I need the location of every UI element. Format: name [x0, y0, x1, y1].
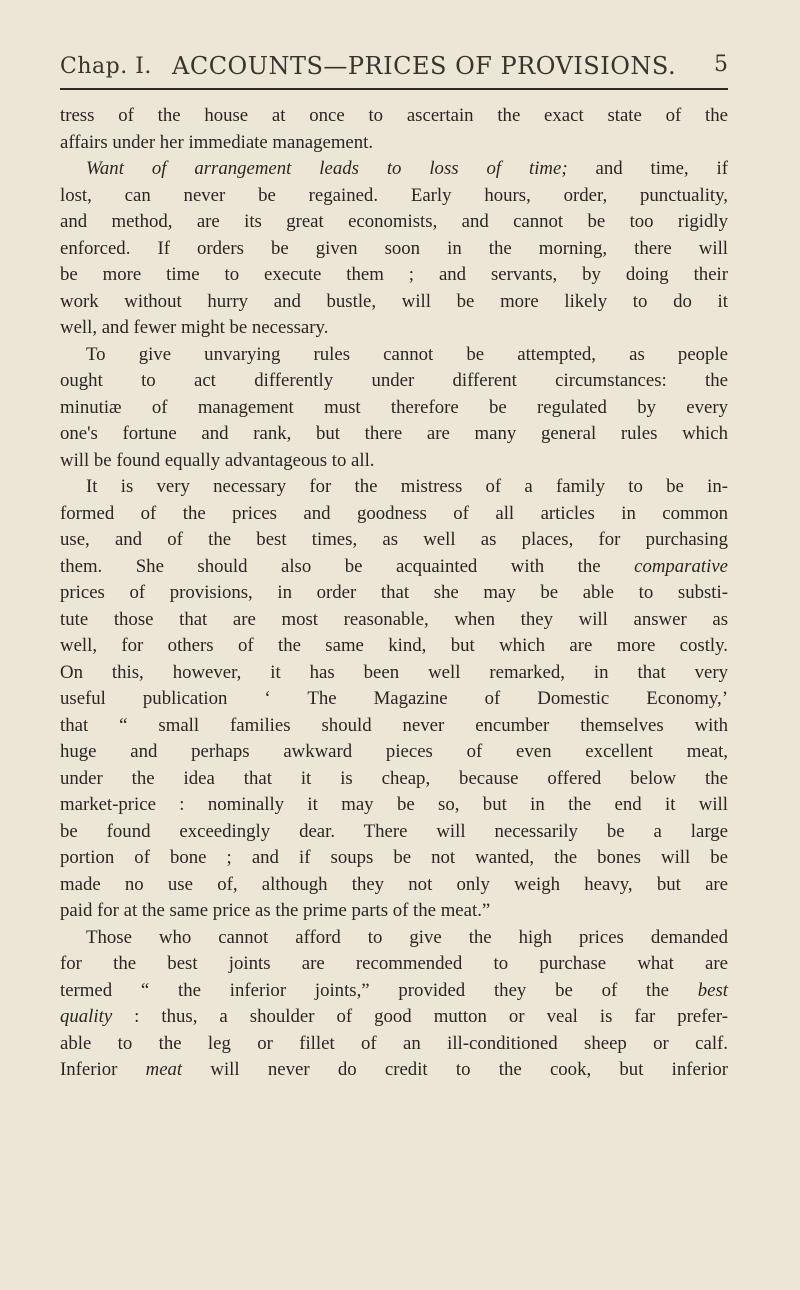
- text-line: [60, 607, 728, 634]
- text-run: for the best joints are recommended to purchase what are: [60, 953, 728, 974]
- text-run: It is very necessary for the mistress of a family to be in-: [86, 476, 728, 497]
- text-line: [60, 845, 728, 872]
- italic-run: quality: [60, 1006, 113, 1027]
- text-line: [60, 898, 728, 925]
- text-line: [60, 130, 728, 157]
- text-line: [60, 395, 728, 422]
- text-line: [60, 633, 728, 660]
- text-line: [60, 236, 728, 263]
- text-run: huge and perhaps awkward pieces of even excellent meat,: [60, 741, 728, 762]
- text-line: [60, 580, 728, 607]
- text-run: lost, can never be regained. Early hours, order, punctuality,: [60, 184, 728, 206]
- text-run: termed “ the inferior joints,” provided they be of the: [60, 979, 698, 1001]
- text-line: [60, 103, 728, 130]
- text-run: be found exceedingly dear. There will necessarily be a large: [60, 820, 728, 842]
- text-run: useful publication ‘ The Magazine of Domestic Economy,’: [60, 688, 728, 709]
- text-run: them. She should also be acquainted with the: [60, 555, 635, 577]
- text-line: [60, 527, 728, 554]
- text-line: [60, 978, 728, 1005]
- text-run: prices of provisions, in order that she may be able to substi-: [60, 582, 728, 603]
- text-line: [60, 289, 728, 316]
- text-run: affairs under her immediate management.: [60, 131, 374, 153]
- text-line: [60, 872, 728, 899]
- text-run: well, and fewer might be necessary.: [60, 317, 329, 338]
- body-text: [60, 103, 728, 1084]
- text-run: will be found equally advantageous to all.: [60, 449, 375, 471]
- text-line: [60, 183, 728, 210]
- text-run: will never do credit to the cook, but inferior: [182, 1059, 728, 1080]
- text-run: market-price : nominally it may be so, but in the end it will: [60, 794, 728, 815]
- text-run: be more time to execute them ; and servants, by doing their: [60, 264, 728, 285]
- text-run: use, and of the best times, as well as places, for purchasing: [60, 529, 728, 550]
- text-line: [60, 766, 728, 793]
- text-run: made no use of, although they not only weigh heavy, but are: [60, 873, 728, 895]
- italic-run: comparative: [634, 555, 728, 577]
- page-header: [60, 50, 728, 94]
- text-run: tute those that are most reasonable, when they will answer as: [60, 608, 728, 630]
- text-run: On this, however, it has been well remarked, in that very: [60, 661, 728, 683]
- text-line: [60, 739, 728, 766]
- text-run: enforced. If orders be given soon in the morning, there will: [60, 237, 728, 259]
- text-line: [60, 209, 728, 236]
- text-line: [60, 686, 728, 713]
- text-run: To give unvarying rules cannot be attempted, as people: [86, 343, 728, 365]
- text-line: [60, 1004, 728, 1031]
- text-run: work without hurry and bustle, will be more likely to do it: [60, 290, 728, 312]
- text-run: able to the leg or fillet of an ill-conditioned sheep or calf.: [60, 1032, 728, 1054]
- text-run: formed of the prices and goodness of all articles in common: [60, 502, 728, 524]
- text-line: [60, 713, 728, 740]
- text-run: minutiæ of management must therefore be regulated by every: [60, 396, 728, 418]
- text-line: [60, 792, 728, 819]
- text-run: : thus, a shoulder of good mutton or veal is far prefer-: [112, 1006, 728, 1027]
- text-line: [60, 262, 728, 289]
- text-line: [60, 474, 728, 501]
- text-line: [60, 660, 728, 687]
- text-line: [60, 156, 728, 183]
- text-line: [60, 342, 728, 369]
- text-line: [60, 421, 728, 448]
- header-rule: [60, 88, 728, 90]
- text-run: paid for at the same price as the prime parts of the meat.”: [60, 900, 491, 921]
- text-run: under the idea that it is cheap, because offered below the: [60, 767, 728, 789]
- text-line: [60, 819, 728, 846]
- text-run: and time, if: [567, 158, 728, 179]
- text-line: [60, 368, 728, 395]
- text-run: and method, are its great economists, and cannot be too rigidly: [60, 211, 728, 232]
- text-line: [60, 501, 728, 528]
- text-run: ought to act differently under different circumstances: the: [60, 370, 728, 391]
- text-line: [60, 315, 728, 342]
- text-run: tress of the house at once to ascertain the exact state of the: [60, 105, 728, 126]
- text-run: well, for others of the same kind, but which are more costly.: [60, 635, 728, 656]
- text-line: [60, 1057, 728, 1084]
- text-line: [60, 1031, 728, 1058]
- text-run: that “ small families should never encumber themselves with: [60, 714, 728, 736]
- chapter-label: Chap. I.: [60, 54, 152, 79]
- running-head: ACCOUNTS—PRICES OF PROVISIONS.: [172, 52, 677, 80]
- text-line: [60, 554, 728, 581]
- page-number: 5: [714, 52, 728, 77]
- text-line: [60, 448, 728, 475]
- text-line: [60, 951, 728, 978]
- text-run: one's fortune and rank, but there are many general rules which: [60, 423, 728, 444]
- italic-run: meat: [145, 1059, 183, 1080]
- italic-run: Want of arrangement leads to loss of time;: [86, 158, 568, 179]
- text-run: portion of bone ; and if soups be not wanted, the bones will be: [60, 847, 728, 868]
- text-run: Those who cannot afford to give the high prices demanded: [86, 926, 728, 948]
- text-run: Inferior: [60, 1059, 146, 1080]
- text-line: [60, 925, 728, 952]
- italic-run: best: [697, 979, 728, 1001]
